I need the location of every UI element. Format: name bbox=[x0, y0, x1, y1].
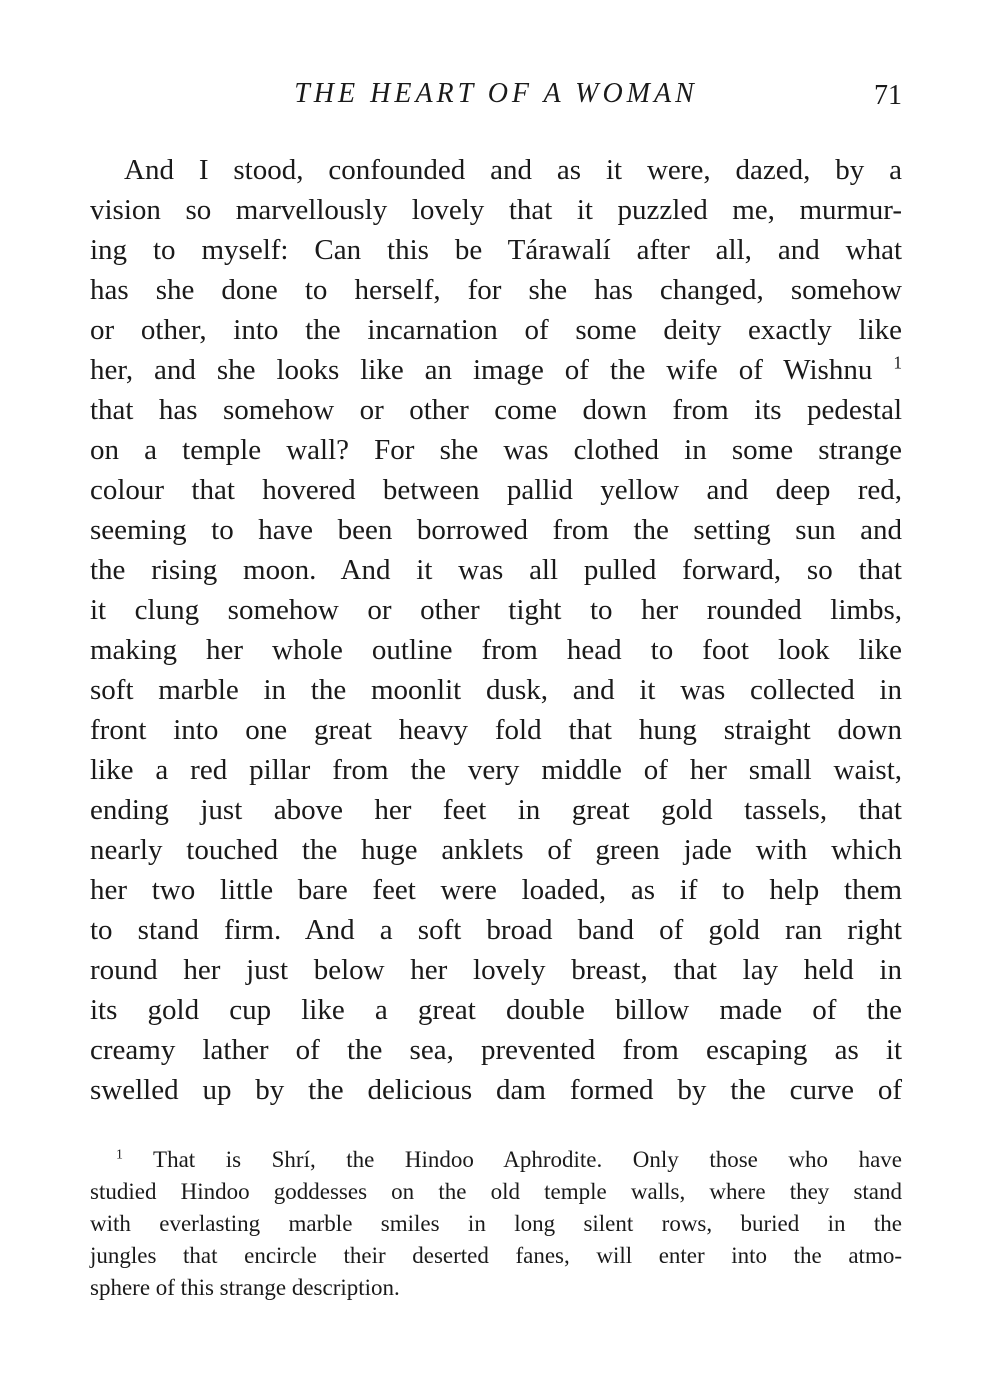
text-line-14: soft marble in the moonlit dusk, and it was collected in bbox=[90, 674, 902, 706]
text-line-16: like a red pillar from the very middle of her small waist, bbox=[90, 754, 902, 786]
footnote-line-1-text: That is Shrí, the Hindoo Aphrodite. Only those who have bbox=[153, 1147, 902, 1172]
text-line-11: the rising moon. And it was all pulled forward, so that bbox=[90, 554, 902, 586]
body-text bbox=[90, 150, 902, 1110]
footnote bbox=[90, 1144, 902, 1304]
text-line-5: or other, into the incarnation of some deity exactly like bbox=[90, 314, 902, 346]
text-line-13: making her whole outline from head to foot look like bbox=[90, 634, 902, 666]
text-line-17: ending just above her feet in great gold tassels, that bbox=[90, 794, 902, 826]
footnote-line-2: studied Hindoo goddesses on the old temple walls, where they stand bbox=[90, 1179, 902, 1204]
text-line-8: on a temple wall? For she was clothed in some strange bbox=[90, 434, 902, 466]
text-line-23: creamy lather of the sea, prevented from escaping as it bbox=[90, 1034, 902, 1066]
text-line-1: And I stood, confounded and as it were, dazed, by a bbox=[124, 154, 902, 186]
page-number: 71 bbox=[874, 80, 902, 111]
footnote-line-1 bbox=[90, 1144, 902, 1176]
text-line-6-text: her, and she looks like an image of the wife of Wishnu bbox=[90, 354, 873, 386]
text-line-9: colour that hovered between pallid yellow and deep red, bbox=[90, 474, 902, 506]
text-line-10: seeming to have been borrowed from the setting sun and bbox=[90, 514, 902, 546]
text-line-15: front into one great heavy fold that hung straight down bbox=[90, 714, 902, 746]
text-line-20: to stand firm. And a soft broad band of gold ran right bbox=[90, 914, 902, 946]
text-line-24: swelled up by the delicious dam formed by the curve of bbox=[90, 1074, 902, 1106]
running-title: THE HEART OF A WOMAN bbox=[294, 78, 698, 109]
text-line-3: ing to myself: Can this be Tárawalí after all, and what bbox=[90, 234, 902, 266]
footnote-line-5: sphere of this strange description. bbox=[90, 1275, 400, 1300]
footnote-line-3: with everlasting marble smiles in long silent rows, buried in the bbox=[90, 1211, 902, 1236]
text-line-4: has she done to herself, for she has changed, somehow bbox=[90, 274, 902, 306]
text-line-22: its gold cup like a great double billow made of the bbox=[90, 994, 902, 1026]
footnote-marker: 1 bbox=[116, 1146, 123, 1162]
text-line-19: her two little bare feet were loaded, as if to help them bbox=[90, 874, 902, 906]
text-line-7: that has somehow or other come down from its pedestal bbox=[90, 394, 902, 426]
text-line-6 bbox=[90, 350, 902, 390]
text-line-2: vision so marvellously lovely that it puzzled me, murmur- bbox=[90, 194, 902, 226]
text-line-18: nearly touched the huge anklets of green jade with which bbox=[90, 834, 902, 866]
footnote-reference: 1 bbox=[893, 352, 903, 373]
running-head bbox=[90, 78, 902, 118]
text-line-12: it clung somehow or other tight to her rounded limbs, bbox=[90, 594, 902, 626]
text-line-21: round her just below her lovely breast, that lay held in bbox=[90, 954, 902, 986]
footnote-line-4: jungles that encircle their deserted fanes, will enter into the atmo- bbox=[90, 1243, 902, 1268]
